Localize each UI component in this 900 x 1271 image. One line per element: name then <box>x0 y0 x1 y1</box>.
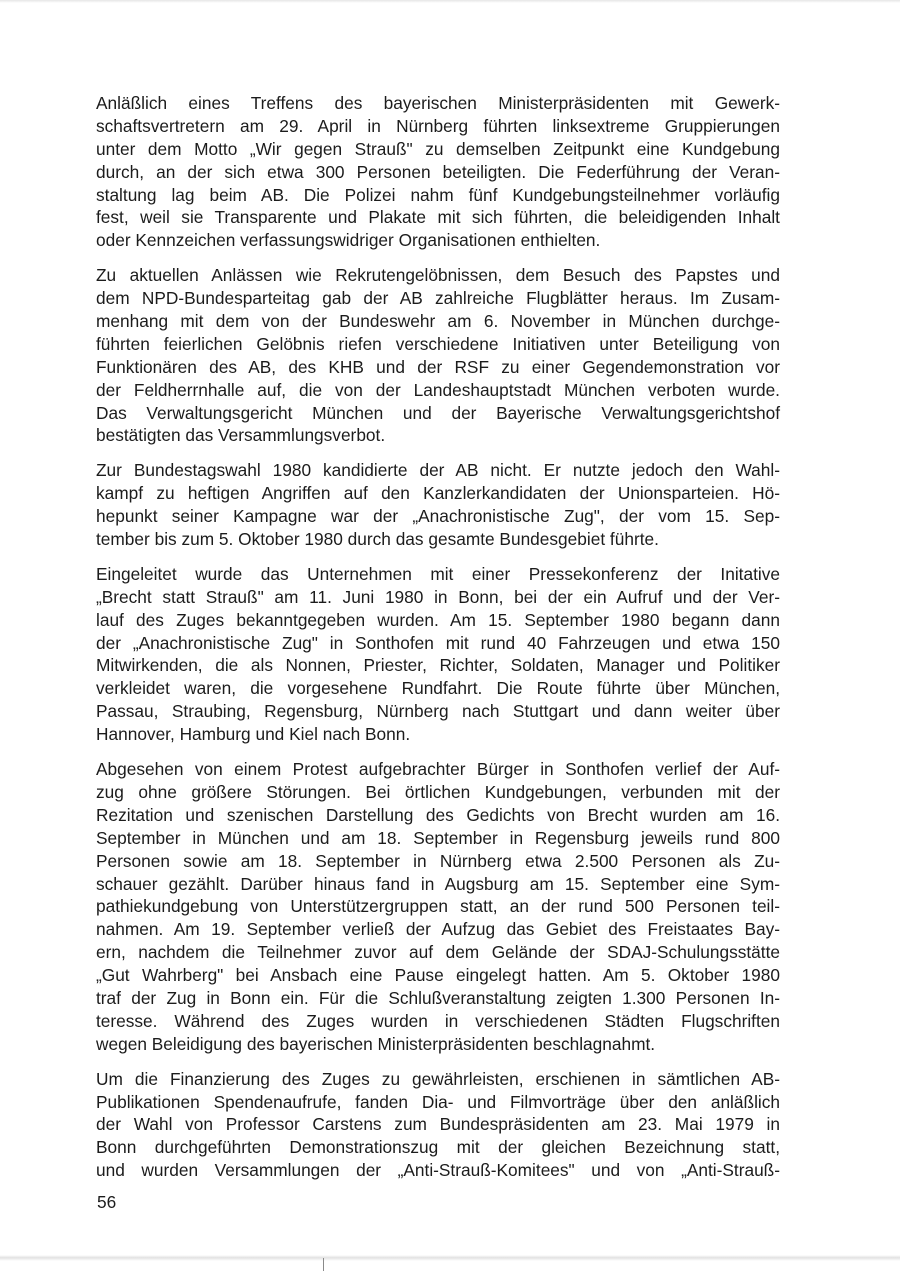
paragraph <box>96 264 780 447</box>
page-body-text <box>96 92 780 1182</box>
paragraph <box>96 1068 780 1182</box>
text-line: der Feldherrnhalle auf, die von der Landeshauptstadt München verboten wurde. <box>96 379 780 400</box>
text-line: teresse. Während des Zuges wurden in verschiedenen Städten Flugschriften <box>96 1010 780 1031</box>
text-line: kampf zu heftigen Angriffen auf den Kanzlerkandidaten der Unionsparteien. Hö- <box>96 483 780 504</box>
text-line: „Brecht statt Strauß" am 11. Juni 1980 in Bonn, bei der ein Aufruf und der Ver- <box>96 586 780 607</box>
text-line: traf der Zug in Bonn ein. Für die Schlußveranstaltung zeigten 1.300 Personen In- <box>96 987 780 1008</box>
text-line: schauer gezählt. Darüber hinaus fand in Augsburg am 15. September eine Sym- <box>96 873 780 894</box>
text-line: Zur Bundestagswahl 1980 kandidierte der AB nicht. Er nutzte jedoch den Wahl- <box>96 460 780 481</box>
text-line: fest, weil sie Transparente und Plakate mit sich führten, die beleidigenden Inhalt <box>96 207 780 228</box>
paragraph <box>96 563 780 746</box>
text-line: wegen Beleidigung des bayerischen Ministerpräsidenten beschlagnahmt. <box>96 1033 656 1054</box>
text-line: nahmen. Am 19. September verließ der Aufzug das Gebiet des Freistaates Bay- <box>96 919 780 940</box>
text-line: lauf des Zuges bekanntgegeben wurden. Am 15. September 1980 begann dann <box>96 609 780 630</box>
text-line: September in München und am 18. September in Regensburg jeweils rund 800 <box>96 827 780 848</box>
text-line: und wurden Versammlungen der „Anti-Strauß-Komitees" und von „Anti-Strauß- <box>96 1160 780 1181</box>
text-line: Anläßlich eines Treffens des bayerischen Ministerpräsidenten mit Gewerk- <box>96 93 780 113</box>
text-line: Hannover, Hamburg und Kiel nach Bonn. <box>96 724 411 745</box>
text-line: Mitwirkenden, die als Nonnen, Priester, Richter, Soldaten, Manager und Politiker <box>96 655 780 676</box>
text-line: tember bis zum 5. Oktober 1980 durch das gesamte Bundesgebiet führte. <box>96 529 659 550</box>
text-line: Rezitation und szenischen Darstellung des Gedichts von Brecht wurden am 16. <box>96 804 780 825</box>
text-line: oder Kennzeichen verfassungswidriger Organisationen enthielten. <box>96 230 601 251</box>
text-line: Personen sowie am 18. September in Nürnberg etwa 2.500 Personen als Zu- <box>96 850 780 871</box>
text-line: ern, nachdem die Teilnehmer zuvor auf dem Gelände der SDAJ-Schulungsstätte <box>96 942 780 963</box>
paragraph <box>96 92 780 252</box>
scan-bottom-edge <box>0 1255 900 1261</box>
text-line: Funktionären des AB, des KHB und der RSF zu einer Gegendemonstration vor <box>96 356 780 377</box>
paragraph-gap <box>96 746 780 758</box>
paragraph <box>96 459 780 551</box>
text-line: dem NPD-Bundesparteitag gab der AB zahlreiche Flugblätter heraus. Im Zusam- <box>96 288 780 309</box>
scan-top-edge <box>0 0 900 3</box>
text-line: Um die Finanzierung des Zuges zu gewährleisten, erschienen in sämtlichen AB- <box>96 1068 780 1089</box>
text-line: pathiekundgebung von Unterstützergruppen statt, an der rund 500 Personen teil- <box>96 896 780 917</box>
text-line: bestätigten das Versammlungsverbot. <box>96 425 386 446</box>
text-line: schaftsvertretern am 29. April in Nürnberg führten linksextreme Gruppierungen <box>96 115 780 136</box>
text-line: hepunkt seiner Kampagne war der „Anachronistische Zug", der vom 15. Sep- <box>96 506 780 527</box>
text-line: Das Verwaltungsgericht München und der Bayerische Verwaltungsgerichtshof <box>96 402 780 423</box>
paragraph <box>96 758 780 1056</box>
text-line: verkleidet waren, die vorgesehene Rundfahrt. Die Route führte über München, <box>96 678 780 699</box>
paragraph-gap <box>96 551 780 563</box>
paragraph-gap <box>96 1056 780 1068</box>
text-line: der „Anachronistische Zug" in Sonthofen mit rund 40 Fahrzeugen und etwa 150 <box>96 632 780 653</box>
text-line: der Wahl von Professor Carstens zum Bundespräsidenten am 23. Mai 1979 in <box>96 1114 780 1135</box>
text-line: Passau, Straubing, Regensburg, Nürnberg nach Stuttgart und dann weiter über <box>96 701 780 722</box>
text-line: durch, an der sich etwa 300 Personen beteiligten. Die Federführung der Veran- <box>96 161 780 182</box>
text-line: „Gut Wahrberg" bei Ansbach eine Pause eingelegt hatten. Am 5. Oktober 1980 <box>96 965 780 986</box>
text-line: Publikationen Spendenaufrufe, fanden Dia- und Filmvorträge über den anläßlich <box>96 1091 780 1112</box>
text-line: staltung lag beim AB. Die Polizei nahm fünf Kundgebungsteilnehmer vorläufig <box>96 184 780 205</box>
scan-crop-mark <box>323 1258 324 1271</box>
text-line: Abgesehen von einem Protest aufgebrachter Bürger in Sonthofen verlief der Auf- <box>96 759 780 780</box>
text-line: führten feierlichen Gelöbnis riefen verschiedene Initiativen unter Beteiligung von <box>96 333 780 354</box>
text-line: zug ohne größere Störungen. Bei örtlichen Kundgebungen, verbunden mit der <box>96 781 780 802</box>
page-number: 56 <box>97 1192 117 1212</box>
text-line: Zu aktuellen Anlässen wie Rekrutengelöbnissen, dem Besuch des Papstes und <box>96 265 780 286</box>
text-line: Eingeleitet wurde das Unternehmen mit einer Pressekonferenz der Initative <box>96 563 780 584</box>
paragraph-gap <box>96 447 780 459</box>
text-line: menhang mit dem von der Bundeswehr am 6. November in München durchge- <box>96 311 780 332</box>
paragraph-gap <box>96 252 780 264</box>
text-line: Bonn durchgeführten Demonstrationszug mit der gleichen Bezeichnung statt, <box>96 1137 780 1158</box>
text-line: unter dem Motto „Wir gegen Strauß" zu demselben Zeitpunkt eine Kundgebung <box>96 138 780 159</box>
